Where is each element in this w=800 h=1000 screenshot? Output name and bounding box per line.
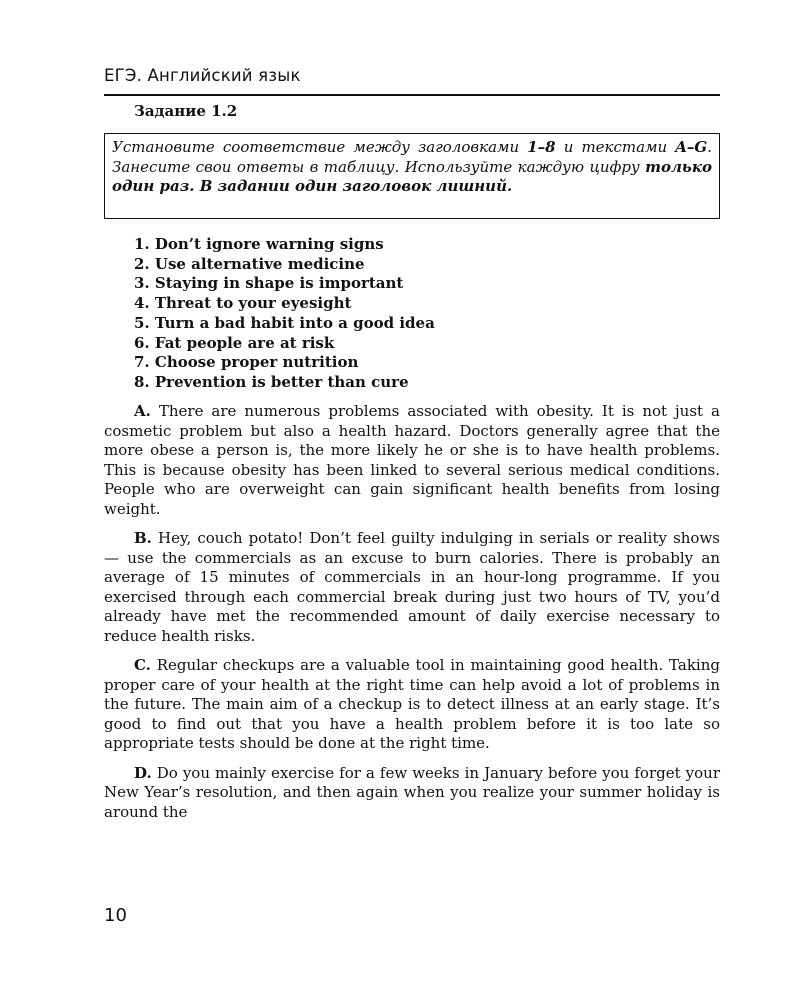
task-title: Задание 1.2	[134, 102, 238, 120]
text-b-body: Hey, couch potato! Don’t feel guilty indulging in serials or reality shows — use the commercials as an excuse to burn calories. There is probably an average of 15 minutes of commercials in an hour-long programme. If you exercised through each commercial break during just two hours of TV, you’d already have met the recommended amount of daily exercise necessary to reduce health risks.	[104, 529, 720, 645]
text-d-letter: D.	[134, 763, 152, 782]
text-a-body: There are numerous problems associated with obesity. It is not just a cosmetic problem but also a health hazard. Doctors generally agree that the more obese a person is, the more likely he or she is to have health problems. This is because obesity has been linked to several serious medical conditions. People who are overweight can gain significant health benefits from losing weight.	[104, 402, 720, 518]
instruction-range-numbers: 1–8	[527, 138, 556, 156]
text-c-paragraph	[104, 656, 720, 754]
running-title: ЕГЭ. Английский язык	[104, 66, 301, 85]
text-b-paragraph	[104, 529, 720, 646]
text-b-letter: B.	[134, 529, 152, 547]
headings-list	[134, 235, 435, 393]
instruction-text-1: Установите соответствие между заголовками	[112, 138, 528, 156]
text-d-body: Do you mainly exercise for a few weeks in January before you forget your New Year’s resolution, and then again when you realize your summer holiday is around the	[104, 763, 720, 821]
heading-item: 1. Don’t ignore warning signs	[134, 235, 384, 253]
heading-item: 3. Staying in shape is important	[134, 274, 404, 293]
heading-item: 2. Use alternative medicine	[134, 254, 365, 273]
heading-item: 6. Fat people are at risk	[134, 333, 335, 352]
page-number: 10	[104, 905, 127, 926]
text-c-letter: C.	[134, 656, 151, 674]
header-rule	[104, 94, 720, 96]
heading-item: 7. Choose proper nutrition	[134, 353, 359, 372]
instruction-text-2: и текстами	[555, 138, 676, 156]
instruction-range-letters: A–G	[675, 138, 708, 156]
text-d-paragraph	[104, 764, 720, 823]
instruction-emphasis: только один раз. В задании один заголовок лишний	[112, 157, 712, 196]
text-a-letter: A.	[134, 402, 151, 420]
instruction-text-3: . Занесите свои ответы в таблицу. Используйте каждую цифру	[112, 138, 712, 176]
heading-item: 4. Threat to your eyesight	[134, 294, 352, 313]
text-c-body: Regular checkups are a valuable tool in maintaining good health. Taking proper care of your health at the right time can help avoid a lot of problems in the future. The main aim of a checkup is to detect illness at an early stage. It’s good to find out that you have a health problem before it is too late so appropriate tests should be done at the right time.	[104, 656, 720, 752]
heading-item: 8. Prevention is better than cure	[134, 372, 409, 391]
text-a-paragraph	[104, 402, 720, 519]
heading-item: 5. Turn a bad habit into a good idea	[134, 313, 435, 332]
instruction-end: .	[506, 177, 513, 196]
texts-section	[104, 402, 720, 832]
task-instruction-box	[104, 133, 720, 219]
